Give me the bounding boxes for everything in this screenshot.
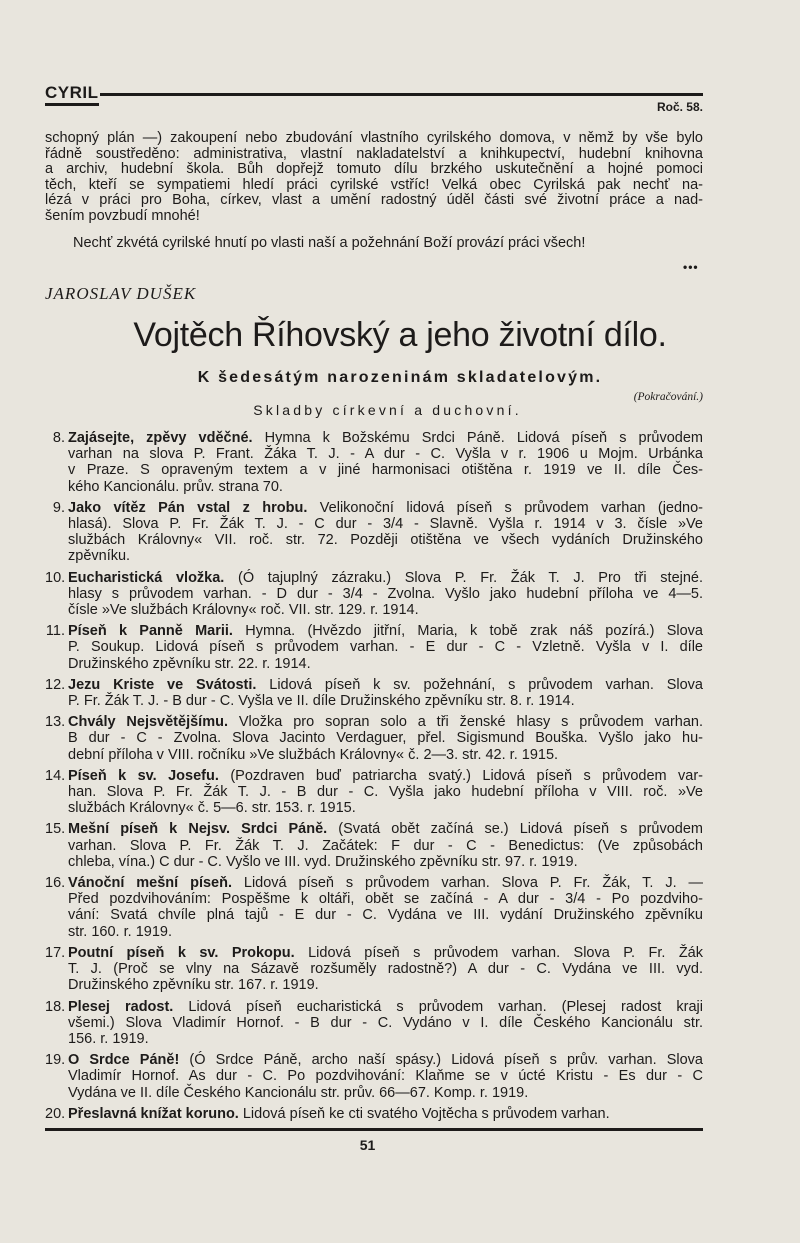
text-line: Vladimír Hornof. As dur - C. Po pozdvihování: Klaňme se v úcté Kristu - Es dur - C — [68, 1068, 703, 1085]
list-item — [45, 945, 703, 994]
item-title: Píseň k sv. Josefu. — [68, 767, 219, 784]
text-line — [68, 821, 703, 837]
item-title: Píseň k Panně Marii. — [68, 623, 233, 640]
text-line — [68, 768, 703, 784]
item-number: 16. — [45, 875, 66, 892]
item-number: 17. — [45, 944, 66, 961]
item-number: 19. — [45, 1052, 66, 1069]
item-title: Vánoční mešní píseň. — [68, 875, 232, 892]
list-item — [45, 430, 703, 495]
item-number: 15. — [45, 821, 66, 838]
item-title: Plesej radost. — [68, 998, 174, 1015]
text-line: službách Královny« VII. roč. str. 72. Později otištěna ve všech vydáních Družinského — [68, 532, 703, 549]
list-item — [45, 768, 703, 817]
text-line: schopný plán —) zakoupení nebo zbudování vlastního cyrilského domova, v němž by vše bylo — [45, 130, 703, 146]
text-line: všemi.) Slova Vladimír Hornof. - B dur - C. Vydáno v I. díle Českého Kancionálu str. — [68, 1014, 703, 1031]
text-line: str. 160. r. 1919. — [68, 923, 172, 940]
text-line — [68, 1052, 703, 1068]
item-text: Velikonoční lidová píseň s průvodem varhan (jedno- — [307, 499, 704, 516]
footer-rule — [45, 1128, 703, 1131]
list-item — [45, 821, 703, 870]
text-line: han. Slova P. Fr. Žák T. J. - B dur - C. Vyšla jako hudební příloha v VIII. roč. »Ve — [68, 784, 703, 801]
intro-paragraph — [45, 131, 703, 224]
item-text: (Ó Srdce Páně, archo naší spásy.) Lidová píseň s prův. varhan. Slova — [179, 1052, 703, 1069]
text-line: šením povzbudí mnohé! — [45, 207, 200, 224]
composition-list — [45, 430, 703, 1127]
text-line — [68, 875, 703, 891]
article-subtitle: K šedesátým narozeninám skladatelovým. — [197, 369, 603, 386]
list-item — [45, 1052, 703, 1101]
item-number: 20. — [45, 1105, 66, 1122]
text-line: hlasá). Slova P. Fr. Žák T. J. - C dur - 3/4 - Slavně. Vyšla r. 1914 v 3. čísle »Ve — [68, 516, 703, 533]
item-title: Přeslavná knížat koruno. — [68, 1105, 239, 1122]
item-text: Lidová píseň s průvodem varhan. Slova P. Fr. Žák — [294, 944, 703, 961]
list-item — [45, 500, 703, 565]
text-line — [68, 500, 703, 516]
item-text: Lidová píseň s průvodem varhan. Slova P. Fr. Žák, T. J. — — [232, 875, 703, 892]
text-line: a archiv, hudební škola. Bůh dopřejž tomuto dílu brzkého uskutečnění a hojné pomoci — [45, 161, 703, 177]
text-line — [68, 714, 703, 730]
text-line: chleba, vína.) C dur - C. Vyšlo ve III. vyd. Družinského zpěvníku str. 97. r. 1919. — [68, 853, 578, 870]
page-number: 51 — [359, 1137, 376, 1153]
text-line: zpěvníku. — [68, 548, 131, 565]
text-line: kého Kancionálu. prův. strana 70. — [68, 478, 283, 495]
text-line: 156. r. 1919. — [68, 1030, 149, 1047]
item-number: 10. — [45, 569, 66, 586]
item-text: Lidová píseň k sv. požehnání, s průvodem varhan. Slova — [256, 676, 703, 693]
text-line: hlasy s průvodem varhan. - D dur - 3/4 - Zvolna. Vyšlo jako hudební příloha ve 4—5. — [68, 585, 703, 602]
text-line: Družinského zpěvníku str. 167. r. 1919. — [68, 977, 319, 994]
item-text: (Ó tajuplný zázraku.) Slova P. Fr. Žák T. J. Pro tři stejné. — [224, 569, 704, 586]
item-title: O Srdce Páně! — [68, 1052, 180, 1069]
item-text: Lidová píseň eucharistická s průvodem varhan. (Plesej radost kraji — [173, 998, 703, 1015]
text-line: T. J. (Proč se vlny na Sázavě rozšuměly radostně?) A dur - C. Vydána ve III. vyd. — [68, 961, 703, 978]
text-line: varhan na slova P. Frant. Žáka T. J. - A dur - C. Vyšla v r. 1906 u Mojm. Urbánka — [68, 446, 703, 463]
text-line: čísle »Ve službách Královny« roč. VII. str. 129. r. 1914. — [68, 602, 419, 619]
item-title: Zajásejte, zpěvy vděčné. — [68, 430, 253, 446]
article-title: Vojtěch Říhovský a jeho životní dílo. — [133, 316, 667, 354]
text-line: Vydána ve II. díle Českého Kancionálu str. prův. 66—67. Komp. r. 1919. — [68, 1084, 529, 1101]
closing-sentence: Nechť zkvétá cyrilské hnutí po vlasti naší a požehnání Boží provází práci všech! — [73, 235, 586, 251]
text-line — [68, 945, 703, 961]
text-line: varhan. Slova P. Fr. Žák T. J. Začátek: F dur - C - Benedictus: (Ve způsobách — [68, 837, 703, 854]
text-line: Družinského zpěvníku str. 22. r. 1914. — [68, 655, 311, 672]
item-title: Jako vítěz Pán vstal z hrobu. — [68, 499, 308, 516]
header-rule — [100, 93, 703, 96]
text-line — [68, 430, 703, 446]
text-line: v Praze. S opraveným textem a v jiné harmonisaci otištěna r. 1919 ve II. díle Čes- — [68, 462, 703, 479]
text-line: P. Soukup. Lidová píseň s průvodem varhan. - E dur - C - Vzletně. Vyšla v I. díle — [68, 639, 703, 656]
item-number: 13. — [45, 714, 66, 731]
text-line: P. Fr. Žák T. J. - B dur - C. Vyšla ve II. díle Družinského zpěvníku str. 8. r. 1914. — [68, 693, 575, 710]
item-number: 9. — [52, 499, 65, 516]
continued-note: (Pokračování.) — [633, 391, 703, 403]
list-item — [45, 714, 703, 763]
text-line: B dur - C - Zvolna. Slova Jacinto Verdaguer, přel. Sigismund Bouška. Vyšlo jako hu- — [68, 730, 703, 747]
list-item — [45, 570, 703, 619]
volume-number: Roč. 58. — [656, 100, 703, 114]
list-item — [45, 1106, 703, 1122]
text-line: těch, kteří se sympatiemi hledí práci cyrilské vstříc! Velká obec Cyrilská pak nechť na- — [45, 176, 703, 193]
item-title: Eucharistická vložka. — [68, 569, 225, 586]
item-text: (Pozdraven buď patriarcha svatý.) Lidová píseň s průvodem var- — [218, 767, 704, 784]
item-text: Hymna. (Hvězdo jitřní, Maria, k tobě zrak náš pozírá.) Slova — [232, 623, 703, 640]
journal-name: CYRIL — [45, 84, 99, 106]
item-title: Jezu Kriste ve Svátosti. — [68, 676, 257, 693]
item-number: 11. — [45, 623, 65, 640]
text-line — [68, 570, 703, 586]
text-line — [68, 999, 703, 1015]
text-line: službách Královny« č. 5—6. str. 153. r. 1915. — [68, 800, 356, 817]
item-text: (Svatá obět začíná se.) Lidová píseň s průvodem — [327, 821, 703, 838]
text-line — [68, 1106, 703, 1122]
item-text: Vložka pro sopran solo a tři ženské hlasy s průvodem varhan. — [227, 714, 703, 731]
text-line: Před pozdvihováním: Pospěšme k oltáři, obět se začíná - A dur - 3/4 - Po pozdviho- — [68, 891, 703, 908]
item-number: 14. — [45, 767, 66, 784]
text-line — [68, 677, 703, 693]
list-item — [45, 875, 703, 940]
section-heading: Skladby církevní a duchovní. — [253, 402, 522, 418]
text-line — [68, 623, 703, 639]
item-number: 12. — [45, 676, 66, 693]
item-text: Lidová píseň ke cti svatého Vojtěcha s průvodem varhan. — [238, 1105, 610, 1122]
section-separator: ••• — [683, 260, 699, 274]
list-item — [45, 623, 703, 672]
text-line: řádně soustředěno: administrativa, vlastní nakladatelství a knihkupectví, hudební knihovna — [45, 145, 703, 162]
list-item — [45, 999, 703, 1048]
item-title: Mešní píseň k Nejsv. Srdci Páně. — [68, 821, 328, 838]
item-text: Hymna k Božskému Srdci Páně. Lidová píseň s průvodem — [252, 430, 704, 446]
text-line: vání: Svatá chvíle plná tajů - E dur - C. Vydána ve III. vydání Družinského zpěvníku — [68, 907, 703, 924]
text-line: lézá v práci pro Boha, církev, vlast a umění radostný úděl části své životní práce a nad- — [45, 192, 703, 208]
list-item — [45, 677, 703, 709]
article-author: JAROSLAV DUŠEK — [45, 284, 197, 303]
item-title: Poutní píseň k sv. Prokopu. — [68, 944, 295, 961]
item-title: Chvály Nejsvětějšímu. — [68, 714, 228, 731]
item-number: 8. — [52, 430, 65, 446]
text-line: dební příloha v VIII. ročníku »Ve službách Královny« č. 2—3. str. 42. r. 1915. — [68, 746, 559, 763]
item-number: 18. — [45, 998, 66, 1015]
